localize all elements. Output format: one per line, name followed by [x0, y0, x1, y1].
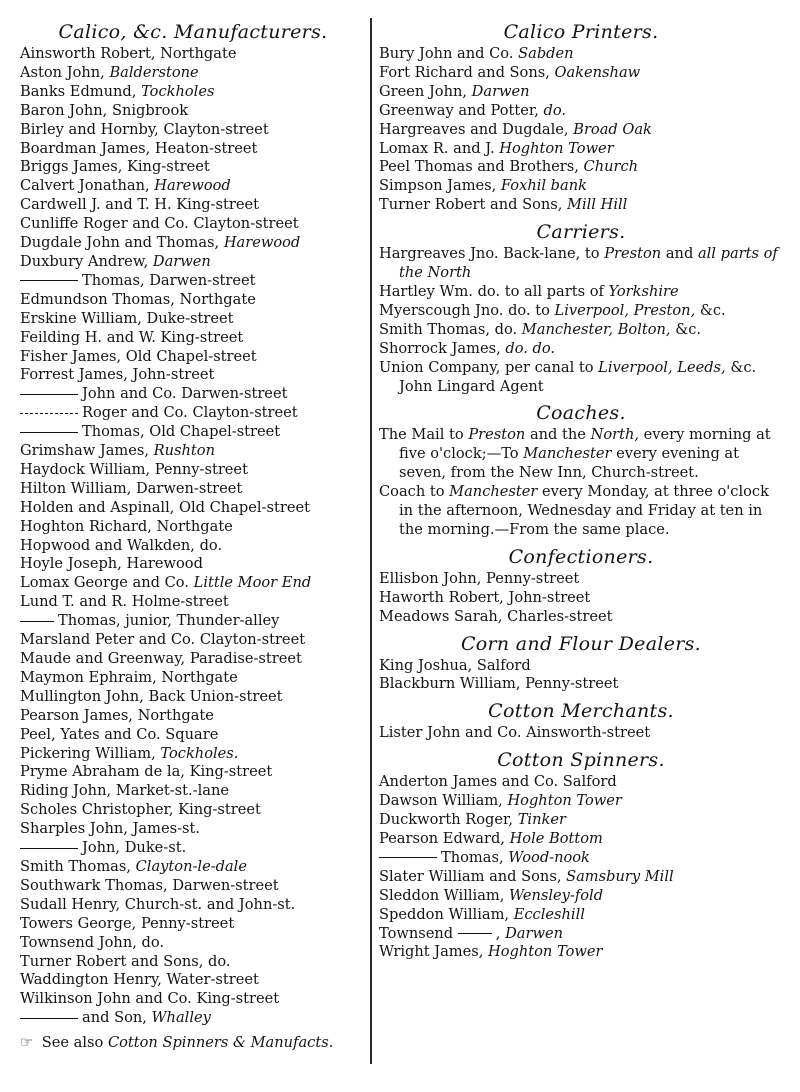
directory-entry	[20, 1009, 366, 1028]
entry-text: Hargreaves Jno. Back-lane, to	[379, 245, 600, 263]
directory-entry	[379, 83, 783, 102]
directory-entry	[20, 140, 366, 159]
directory-section	[379, 748, 783, 962]
entry-name: and Son,	[82, 1009, 147, 1027]
entry-place: King-street	[126, 158, 210, 176]
entry-name: Hoghton Richard,	[20, 517, 152, 535]
directory-entry	[379, 359, 783, 397]
entry-name: Smith Thomas,	[20, 857, 131, 875]
directory-entry	[20, 385, 366, 404]
entry-italic: North,	[590, 426, 640, 444]
directory-entry	[20, 688, 366, 707]
pointing-hand-icon: ☞	[20, 1034, 34, 1052]
entry-name: Baron John,	[20, 101, 108, 119]
directory-entry	[379, 158, 783, 177]
entry-place: Penny-street	[486, 569, 580, 587]
entry-name: Hoyle Joseph,	[20, 555, 122, 573]
entry-italic: all parts of the North	[399, 245, 778, 282]
entry-name: Fort Richard and Sons,	[379, 63, 550, 81]
directory-entry	[379, 196, 783, 215]
entry-place: do.	[141, 933, 165, 951]
directory-entry	[379, 608, 783, 627]
entry-place: Clayton-street	[193, 215, 299, 233]
entry-name: Thomas,	[82, 271, 145, 289]
entry-name: Blackburn William,	[379, 675, 521, 693]
ditto-dash	[20, 413, 78, 414]
directory-entry	[20, 480, 366, 499]
entry-name: Boardman James,	[20, 139, 151, 157]
entry-name: Turner Robert and Sons,	[20, 952, 204, 970]
directory-entry	[20, 45, 366, 64]
ditto-dash	[20, 848, 78, 849]
entry-place: Old Chapel-street	[149, 423, 281, 441]
left-column	[20, 20, 366, 1053]
directory-entry	[20, 121, 366, 140]
entry-place: Northgate	[179, 290, 256, 308]
section-heading: Carriers.	[536, 221, 626, 244]
directory-entry	[379, 675, 783, 694]
entry-name: Cardwell J. and T. H.	[20, 196, 172, 214]
directory-entry: Townsend , Darwen	[379, 924, 563, 942]
directory-entry	[20, 971, 366, 990]
directory-entry	[20, 291, 366, 310]
directory-entry	[20, 537, 366, 556]
directory-entry	[379, 483, 783, 540]
directory-entry	[379, 340, 783, 359]
directory-entry	[20, 745, 366, 764]
entry-name: Maude and Greenway,	[20, 650, 186, 667]
directory-entry	[379, 140, 783, 159]
entry-name: Edmundson Thomas,	[20, 290, 175, 308]
directory-entry	[20, 574, 366, 593]
entry-name: Cunliffe Roger and Co.	[20, 215, 189, 233]
entry-text: every morning at five o'clock;—To	[399, 426, 771, 463]
entry-place: Balderstone	[109, 63, 199, 81]
entry-place: Wensley-fold	[509, 886, 604, 904]
directory-entry	[20, 990, 366, 1009]
directory-entry	[20, 858, 366, 877]
entry-place: Northgate	[156, 517, 233, 535]
entry-name: Peel Thomas and Brothers,	[379, 158, 579, 176]
directory-entry	[20, 253, 366, 272]
directory-entry	[20, 499, 366, 518]
entry-place: Thunder-alley	[176, 612, 280, 630]
directory-entry	[20, 366, 366, 385]
directory-entry	[379, 589, 783, 608]
entry-text: Smith Thomas, do.	[379, 320, 518, 338]
entry-place: Northgate	[161, 668, 238, 686]
entry-place: Hoghton Tower	[488, 943, 603, 961]
entry-name: Pickering William,	[20, 744, 156, 762]
directory-entry	[20, 763, 366, 782]
entry-place: Darwen	[505, 924, 563, 942]
directory-entry	[20, 234, 366, 253]
entry-place: do.	[208, 952, 231, 970]
section-heading: Calico Printers.	[503, 21, 659, 43]
entry-place: Harewood	[154, 177, 231, 195]
ditto-dash	[20, 432, 78, 433]
entry-name: Riding John,	[20, 782, 112, 800]
entry-italic: Liverpool, Leeds,	[598, 358, 726, 376]
entry-place: Duke-street	[146, 309, 234, 327]
entry-place: Hoghton Tower	[507, 792, 622, 810]
directory-entry	[20, 820, 366, 839]
entry-place: Foxhil bank	[500, 177, 587, 195]
entry-name: Townsend	[379, 924, 454, 942]
entry-name: Thomas,	[82, 423, 145, 441]
entry-place: Church	[583, 158, 639, 176]
entry-name: Duckworth Roger,	[379, 811, 514, 829]
entry-place: King-street	[160, 328, 244, 346]
entry-name: Lomax George and Co.	[20, 574, 189, 592]
entry-name: Grimshaw James,	[20, 442, 150, 460]
directory-entry	[379, 45, 783, 64]
entry-italic: do.	[505, 339, 528, 357]
entry-text: Coach to	[379, 483, 445, 501]
entry-name: Lomax R. and J.	[379, 139, 495, 157]
entry-text: Hartley Wm. do. to all parts of	[379, 282, 604, 300]
entry-place: Eccleshill	[513, 905, 585, 923]
entry-place: Salford	[562, 773, 617, 791]
right-column	[379, 20, 783, 962]
entry-name: Wilkinson John and Co.	[20, 990, 192, 1008]
entry-text: &c.	[699, 301, 726, 319]
entry-place: Tockholes	[141, 82, 215, 100]
ditto-dash	[20, 394, 78, 395]
directory-entry	[379, 773, 783, 792]
directory-entry	[379, 943, 783, 962]
entry-place: King-street	[189, 763, 273, 781]
directory-entry	[20, 272, 366, 291]
entry-name: Simpson James,	[379, 177, 497, 195]
entry-place: King-street	[178, 801, 261, 819]
entry-place: Tinker	[517, 811, 566, 829]
entry-place: Northgate	[137, 706, 214, 724]
entry-name: Sleddon William,	[379, 886, 505, 904]
entry-italic: Yorkshire	[608, 282, 679, 300]
entry-name: Forrest James,	[20, 366, 128, 384]
entry-name: Wright James,	[379, 943, 484, 961]
entry-text: Shorrock James,	[379, 339, 501, 357]
entry-place: Paradise-street	[189, 650, 302, 667]
entry-name: Southwark Thomas,	[20, 876, 168, 894]
entry-name: Erskine William,	[20, 309, 142, 327]
directory-entry	[20, 934, 366, 953]
entry-name: Briggs James,	[20, 158, 123, 176]
ditto-dash	[20, 1018, 78, 1019]
section-heading: Calico, &c. Manufacturers.	[58, 21, 328, 43]
entry-name: King Joshua,	[379, 656, 473, 674]
entry-place: Old Chapel-street	[179, 498, 310, 516]
section-heading: Cotton Merchants.	[488, 700, 674, 723]
entry-name: Speddon William,	[379, 905, 510, 923]
entry-name: John and Co.	[82, 385, 177, 403]
directory-entry	[20, 839, 366, 858]
directory-entry	[379, 868, 783, 887]
entry-place: Hole Bottom	[509, 830, 603, 847]
left-entry-list	[20, 45, 366, 1028]
entry-italic: Preston	[604, 245, 662, 263]
directory-entry	[379, 64, 783, 83]
entry-name: Sharples John,	[20, 820, 128, 838]
entry-place: King-street	[196, 990, 280, 1008]
entry-place: Clayton-street	[163, 120, 269, 138]
entry-place: Tockholes.	[160, 744, 239, 762]
section-heading: Confectioners.	[508, 545, 654, 568]
entry-place: John-street	[508, 588, 591, 606]
entry-place: Penny-street	[140, 914, 235, 932]
entry-name: Fisher James,	[20, 347, 122, 365]
directory-entry	[20, 196, 366, 215]
entry-place: Ainsworth-street	[526, 724, 651, 742]
entry-place: Sabden	[518, 45, 574, 62]
directory-entry	[20, 877, 366, 896]
entry-italic: Manchester, Bolton,	[521, 320, 671, 338]
ditto-dash	[20, 280, 78, 281]
entry-name: Scholes Christopher,	[20, 801, 174, 819]
entry-name: Waddington Henry,	[20, 971, 162, 989]
entry-name: Birley and Hornby,	[20, 120, 159, 138]
entry-name: Haydock William,	[20, 460, 151, 478]
see-also-note	[20, 1034, 366, 1053]
entry-name: Slater William and Sons,	[379, 867, 562, 885]
entry-name: Pryme Abraham de la,	[20, 763, 185, 781]
directory-entry	[20, 801, 366, 820]
directory-entry	[20, 555, 366, 574]
entry-text: and	[665, 245, 694, 263]
entry-name: Peel, Yates and Co.	[20, 725, 161, 743]
entry-name: Holden and Aspinall,	[20, 498, 175, 516]
entry-place: Clayton-le-dale	[135, 857, 247, 875]
directory-entry	[379, 321, 783, 340]
directory-entry	[20, 518, 366, 537]
entry-place: Back Union-street	[148, 687, 283, 705]
directory-entry	[20, 707, 366, 726]
column-divider	[370, 18, 372, 1064]
directory-entry	[379, 302, 783, 321]
entry-text: and the	[529, 426, 586, 444]
entry-italic: Manchester	[449, 483, 538, 501]
entry-place: Salford	[476, 656, 531, 674]
entry-place: Charles-street	[507, 607, 613, 625]
directory-entry	[379, 177, 783, 196]
entry-name: Towers George,	[20, 914, 137, 932]
entry-name: Hargreaves and Dugdale,	[379, 120, 569, 138]
entry-text: Union Company, per canal to	[379, 358, 594, 376]
directory-entry	[379, 102, 783, 121]
entry-place: Snigbrook	[111, 101, 189, 119]
entry-name: Maymon Ephraim,	[20, 668, 157, 686]
entry-place: Old Chapel-street	[125, 347, 257, 365]
directory-entry	[379, 657, 783, 676]
entry-place: Clayton-street	[192, 404, 298, 422]
entry-text: &c.	[675, 320, 702, 338]
directory-section	[379, 20, 783, 215]
directory-entry	[20, 348, 366, 367]
directory-entry	[20, 442, 366, 461]
entry-place: Penny-street	[525, 675, 619, 693]
entry-place: Darwen	[471, 82, 530, 100]
entry-name: Meadows Sarah,	[379, 607, 503, 625]
entry-name: Roger and Co.	[82, 404, 188, 422]
entry-place: King-street	[176, 196, 259, 214]
entry-place: Darwen	[152, 252, 211, 270]
entry-text: The Mail to	[379, 426, 464, 444]
directory-entry	[379, 830, 783, 849]
directory-entry	[20, 953, 366, 972]
entry-place: Heaton-street	[154, 139, 258, 157]
entry-place: Little Moor End	[193, 574, 312, 592]
entry-place: Penny-street	[154, 460, 248, 478]
entry-italic: Preston	[468, 426, 526, 444]
directory-section	[379, 545, 783, 627]
entry-place: Harewood	[223, 234, 301, 252]
entry-place: Darwen-street	[135, 479, 243, 497]
entry-name: Hopwood and Walkden,	[20, 536, 195, 554]
entry-name: Green John,	[379, 82, 468, 100]
entry-name: Lister John and Co.	[379, 724, 522, 742]
entry-name: Aston John,	[20, 63, 105, 81]
directory-entry	[20, 650, 366, 669]
directory-entry	[20, 423, 366, 442]
entry-name: Banks Edmund,	[20, 82, 137, 100]
entry-place: Duke-st.	[124, 839, 187, 857]
entry-place: John-street	[132, 366, 215, 384]
entry-name: Haworth Robert,	[379, 588, 504, 606]
entry-place: Samsbury Mill	[566, 867, 674, 885]
entry-place: Darwen-street	[181, 385, 288, 403]
directory-section	[379, 632, 783, 695]
entry-place: Hoghton Tower	[499, 139, 614, 157]
entry-place: Water-street	[166, 971, 259, 989]
entry-name: Feilding H. and W.	[20, 328, 156, 346]
directory-entry	[20, 896, 366, 915]
directory-entry	[379, 245, 783, 283]
ditto-dash	[20, 621, 54, 622]
entry-place: Rushton	[153, 442, 215, 460]
directory-entry	[379, 849, 783, 868]
ditto-dash	[379, 857, 437, 858]
entry-name: Greenway and Potter,	[379, 101, 539, 119]
entry-place: Northgate	[160, 45, 237, 62]
directory-entry	[20, 64, 366, 83]
entry-italic: Manchester	[523, 445, 612, 463]
directory-entry	[20, 329, 366, 348]
directory-entry	[20, 782, 366, 801]
directory-entry	[20, 726, 366, 745]
see-also-prefix: See also	[41, 1034, 104, 1052]
section-heading: Cotton Spinners.	[497, 749, 665, 772]
entry-text: &c. John Lingard Agent	[399, 358, 757, 395]
entry-name: Lund T. and R.	[20, 593, 128, 611]
entry-place: Oakenshaw	[554, 63, 641, 81]
entry-name: Turner Robert and Sons,	[379, 196, 563, 214]
entry-name: Dugdale John and Thomas,	[20, 234, 220, 252]
entry-name: Duxbury Andrew,	[20, 252, 149, 270]
entry-text: Myerscough Jno. do. to	[379, 301, 550, 319]
entry-name: Hilton William,	[20, 479, 132, 497]
entry-place: Market-st.-lane	[115, 782, 229, 800]
directory-section	[379, 220, 783, 396]
entry-name: Ainsworth Robert,	[20, 45, 156, 62]
entry-place: Broad Oak	[573, 120, 652, 138]
directory-entry	[20, 631, 366, 650]
entry-text: every Monday, at three o'clock in the afternoon, Wednesday and Friday at ten in the morning.—From the same place.	[399, 483, 769, 538]
directory-section	[379, 401, 783, 539]
directory-entry	[20, 102, 366, 121]
directory-entry	[379, 887, 783, 906]
entry-place: Holme-street	[131, 593, 229, 611]
section-heading: Coaches.	[536, 402, 626, 425]
entry-name: Pearson James,	[20, 706, 133, 724]
entry-place: Harewood	[126, 555, 203, 573]
entry-place: Mill Hill	[567, 196, 628, 214]
directory-entry	[379, 906, 783, 925]
entry-name: John,	[82, 839, 121, 857]
directory-entry	[20, 915, 366, 934]
directory-entry	[20, 310, 366, 329]
entry-place: Square	[165, 725, 219, 743]
directory-entry	[20, 612, 366, 631]
directory-entry	[379, 121, 783, 140]
entry-name: Pearson Edward,	[379, 830, 505, 847]
entry-place: Church-st. and John-st.	[124, 895, 296, 913]
entry-place: James-st.	[132, 820, 201, 838]
entry-place: Darwen-street	[149, 271, 256, 289]
entry-name: Bury John and Co.	[379, 45, 514, 62]
directory-entry	[379, 792, 783, 811]
entry-place: Wood-nook	[508, 848, 590, 866]
directory-entry	[379, 724, 783, 743]
entry-name: Thomas, junior,	[58, 612, 173, 630]
entry-name: Calvert Jonathan,	[20, 177, 150, 195]
directory-entry	[20, 158, 366, 177]
section-heading: Corn and Flour Dealers.	[460, 632, 702, 655]
entry-place: Clayton-street	[199, 631, 306, 649]
entry-name: Mullington John,	[20, 687, 144, 705]
directory-entry	[20, 177, 366, 196]
directory-entry	[20, 404, 366, 423]
entry-name: Townsend John,	[20, 933, 137, 951]
entry-name: Anderton James and Co.	[379, 773, 559, 791]
entry-italic: do.	[532, 339, 556, 357]
entry-text: every evening at seven, from the New Inn, Church-street.	[399, 445, 740, 482]
directory-entry	[379, 570, 783, 589]
directory-entry	[379, 811, 783, 830]
entry-name: Sudall Henry,	[20, 895, 121, 913]
directory-entry	[20, 593, 366, 612]
entry-name: Ellisbon John,	[379, 569, 482, 587]
entry-place: Whalley	[151, 1009, 211, 1027]
entry-place: do.	[199, 536, 223, 554]
directory-entry	[20, 83, 366, 102]
entry-place: do.	[543, 101, 567, 119]
entry-place: Darwen-street	[172, 876, 279, 894]
entry-italic: Liverpool, Preston,	[554, 301, 696, 319]
entry-name: Marsland Peter and Co.	[20, 631, 196, 649]
entry-name: Dawson William,	[379, 792, 503, 810]
directory-entry	[379, 426, 783, 483]
directory-entry	[379, 283, 783, 302]
entry-name: Thomas,	[441, 848, 504, 866]
directory-section	[379, 699, 783, 743]
directory-entry	[20, 669, 366, 688]
see-also-reference: Cotton Spinners & Manufacts.	[107, 1034, 334, 1052]
directory-entry	[20, 215, 366, 234]
ditto-dash	[458, 933, 492, 934]
directory-entry	[20, 461, 366, 480]
